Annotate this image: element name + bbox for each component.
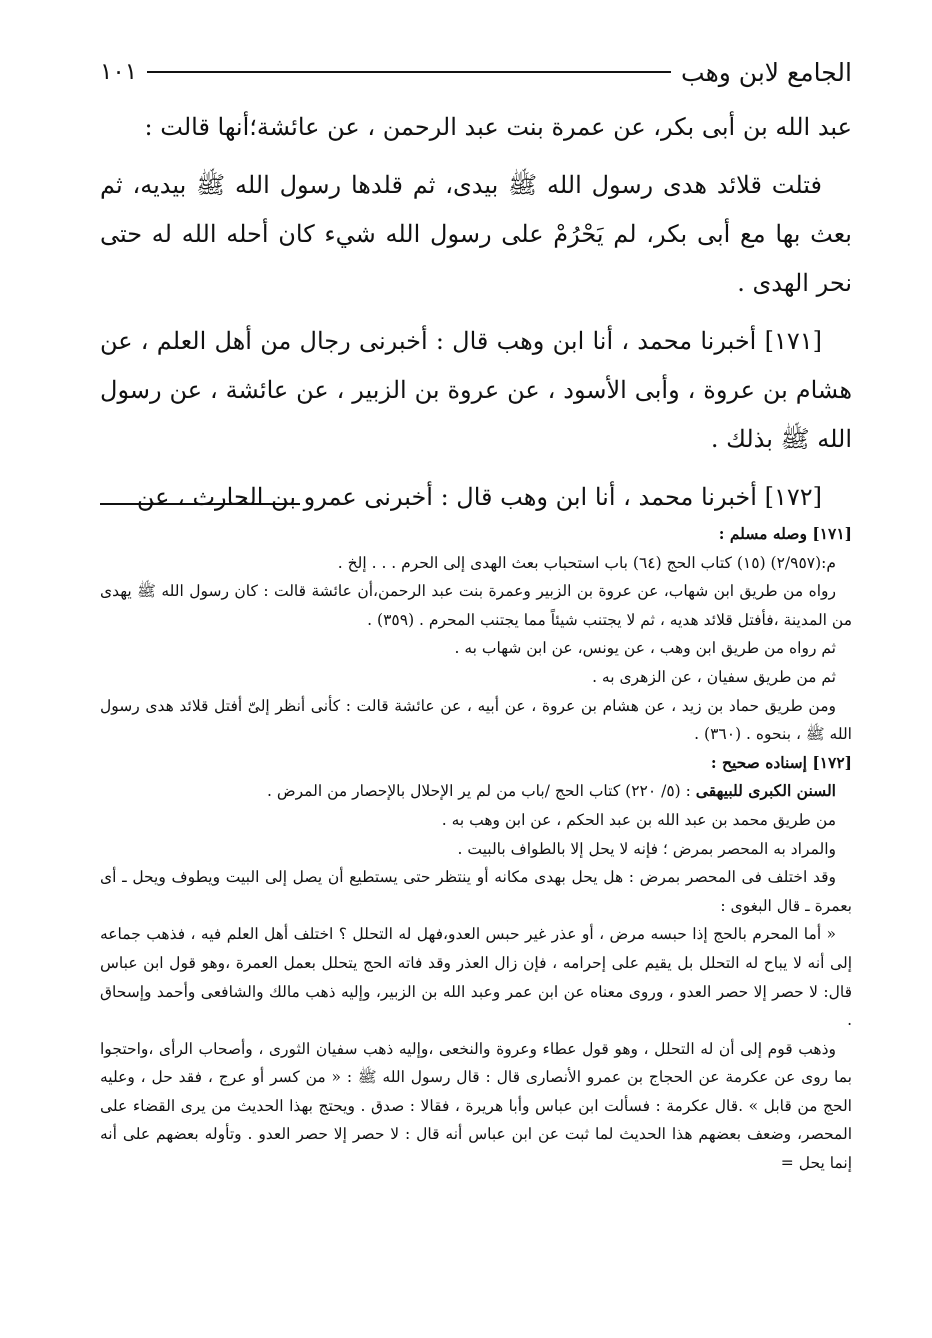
hadith-text: أخبرنا محمد ، أنا ابن وهب قال : أخبرنى رجال من أهل العلم ، عن هشام بن عروة ، وأبى الأسود ، عن عروة بن الزبير ، عن عائشة ، عن رسول الله ﷺ بذلك . xyxy=(100,327,852,453)
footnote-line: ثم رواه من طريق ابن وهب ، عن يونس، عن ابن شهاب به . xyxy=(454,639,836,658)
footnotes xyxy=(100,520,852,1178)
hadith-172 xyxy=(100,473,852,522)
footnote-line: رواه من طريق ابن شهاب، عن عروة بن الزبير وعمرة بنت عبد الرحمن،أن عائشة قالت : كان رسول الله ﷺ يهدى من المدينة ،فأفتل قلائد هديه ، ثم لا يجتنب شيئاً مما يجتنب المحرم . (٣٥٩) . xyxy=(100,582,852,629)
footnote-divider xyxy=(100,503,300,505)
main-paragraph: عبد الله بن أبى بكر، عن عمرة بنت عبد الرحمن ، عن عائشة؛أنها قالت : xyxy=(144,113,852,141)
running-header xyxy=(100,52,852,92)
running-title: الجامع لابن وهب xyxy=(681,57,852,87)
hadith-171 xyxy=(100,317,852,464)
main-text xyxy=(100,103,852,531)
footnote-heading: [١٧١] وصله مسلم : xyxy=(718,524,852,543)
footnote-line: وقد اختلف فى المحصر بمرض : هل يحل بهدى مكانه أو ينتظر حتى يستطيع أن يصل إلى البيت ويطوف ويحل ـ أى بعمرة ـ قال البغوى : xyxy=(100,868,852,915)
footnote-quote: وذهب قوم إلى أن له التحلل ، وهو قول عطاء وعروة والنخعى ،وإليه ذهب سفيان الثورى ، وأصحاب الرأى ،واحتجوا بما روى عن عكرمة عن الحجاج بن عمرو الأنصارى قال : قال رسول الله ﷺ : « من كسر أو عرج ، فقد حل ، وعليه الحج من قابل » .قال عكرمة : فسألت ابن عباس وأبا هريرة ، فقالا : صدق . ويحتج بهذا الحديث من يرى القضاء على المحصر، وضعف بعضهم هذا الحديث لما ثبت عن ابن عباس أنه قال : لا حصر إلا حصر العدو . وتأوله بعضهم على أنه إنما يحل = xyxy=(100,1039,852,1173)
footnote-quote: « أما المحرم بالحج إذا حبسه مرض ، أو عذر غير حبس العدو،فهل له التحلل ؟ اختلف أهل العلم فيه ، فذهب جماعه إلى أنه لا يباح له التحلل بل يقيم على إحرامه ، فإن زال العذر وقد فاته الحج يتحلل بعمل العمرة ،وهو قول ابن عباس قال: لا حصر إلا حصر العدو ، وروى معناه عن ابن عمر وعبد الله بن الزبير، وإليه ذهب مالك والشافعى وأحمد وإسحاق . xyxy=(100,925,852,1030)
source-title: السنن الكبرى للبيهقى xyxy=(695,781,836,801)
main-paragraph: فتلت قلائد هدى رسول الله ﷺ بيدى، ثم قلدها رسول الله ﷺ بيديه، ثم بعث بها مع أبى بكر، لم يَحْرُمْ على رسول الله شيء كان أحله الله له حتى نحر الهدى . xyxy=(100,171,852,297)
source-ref: : (٥/ ٢٢٠) كتاب الحج /باب من لم ير الإحلال بالإحصار من المرض . xyxy=(267,782,691,801)
footnote-line: ثم من طريق سفيان ، عن الزهرى به . xyxy=(592,667,836,686)
hadith-number: [١٧٢] xyxy=(764,483,822,511)
footnote-line: م:(٢/٩٥٧) (١٥) كتاب الحج (٦٤) باب استحباب بعث الهدى إلى الحرم . . . إلخ . xyxy=(337,553,836,572)
hadith-number: [١٧١] xyxy=(764,327,822,355)
hadith-text: أخبرنا محمد ، أنا ابن وهب قال : أخبرنى عمرو بن الحارث ، عن xyxy=(136,483,757,511)
footnote-line xyxy=(100,777,852,806)
footnote-heading: [١٧٢] إسناده صحيح : xyxy=(710,752,852,772)
page-number: ١٠١ xyxy=(100,59,138,85)
header-rule xyxy=(147,71,671,73)
footnote-line: من طريق محمد بن عبد الله بن عبد الحكم ، عن ابن وهب به . xyxy=(441,810,836,829)
footnote-line: ومن طريق حماد بن زيد ، عن هشام بن عروة ، عن أبيه ، عن عائشة قالت : كأنى أنظر إلىّ أفتل قلائد هدى رسول الله ﷺ ، بنحوه . (٣٦٠) . xyxy=(100,696,852,744)
footnote-line: والمراد به المحصر بمرض ؛ فإنه لا يحل إلا بالطواف بالبيت . xyxy=(457,839,836,858)
